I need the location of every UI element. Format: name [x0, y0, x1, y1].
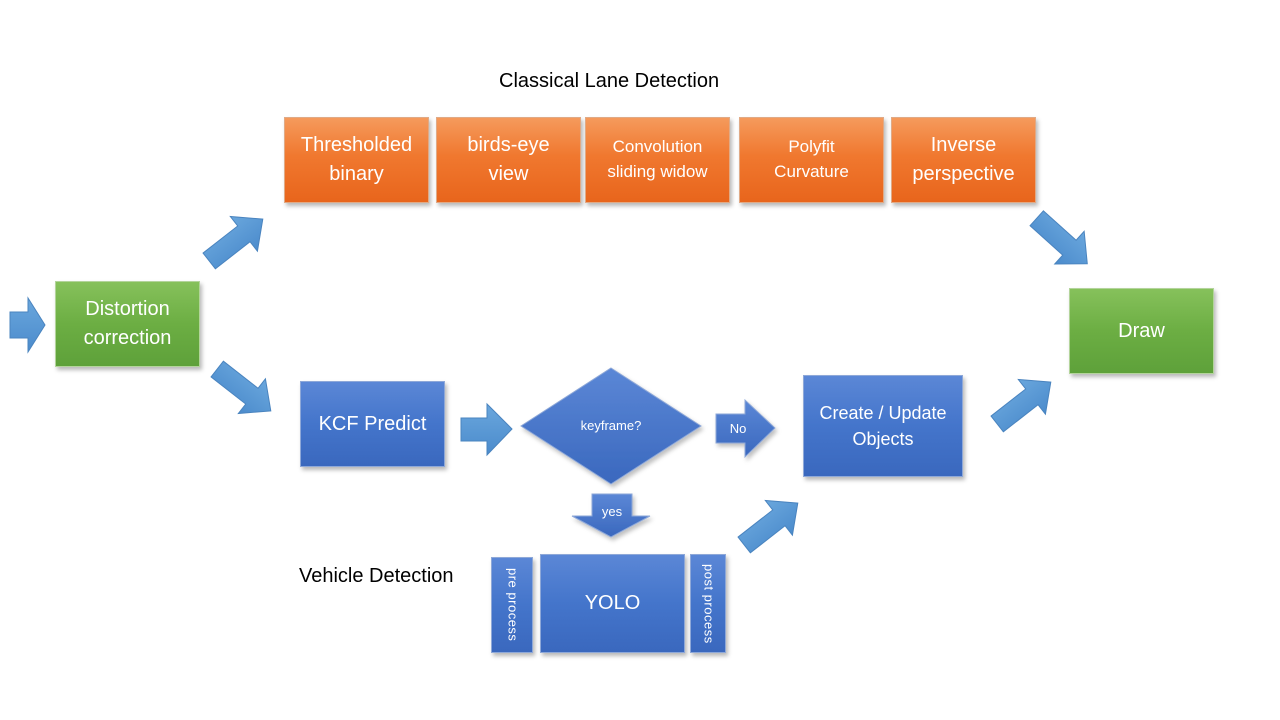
yolo-node: YOLO [540, 554, 685, 653]
kcf-to-keyframe-arrow [461, 404, 512, 455]
pre-process-node: pre process [491, 557, 533, 653]
lane-step-thresholded-binary: Thresholded binary [284, 117, 429, 203]
yolo-to-create-arrow [731, 486, 812, 563]
keyframe-label: keyframe? [580, 418, 642, 433]
distortion-correction-node: Distortion correction [55, 281, 200, 367]
create-update-objects-node: Create / Update Objects [803, 375, 963, 477]
to-kcf-arrow [204, 352, 285, 429]
vehicle-detection-title: Vehicle Detection [299, 565, 454, 587]
kcf-predict-node: KCF Predict [300, 381, 445, 467]
post-process-node: post process [690, 554, 726, 653]
entry-arrow [10, 298, 45, 352]
create-to-draw-arrow [984, 365, 1065, 442]
lane-step-convolution-sliding-window: Convolution sliding widow [585, 117, 730, 203]
lane-to-draw-arrow [1022, 202, 1102, 280]
to-lane-arrow [196, 202, 277, 279]
lane-detection-title: Classical Lane Detection [499, 70, 720, 92]
no-label: No [729, 421, 747, 436]
yes-label: yes [601, 504, 623, 519]
draw-node: Draw [1069, 288, 1214, 374]
lane-step-inverse-perspective: Inverse perspective [891, 117, 1036, 203]
lane-step-birds-eye-view: birds-eye view [436, 117, 581, 203]
lane-step-polyfit-curvature: Polyfit Curvature [739, 117, 884, 203]
